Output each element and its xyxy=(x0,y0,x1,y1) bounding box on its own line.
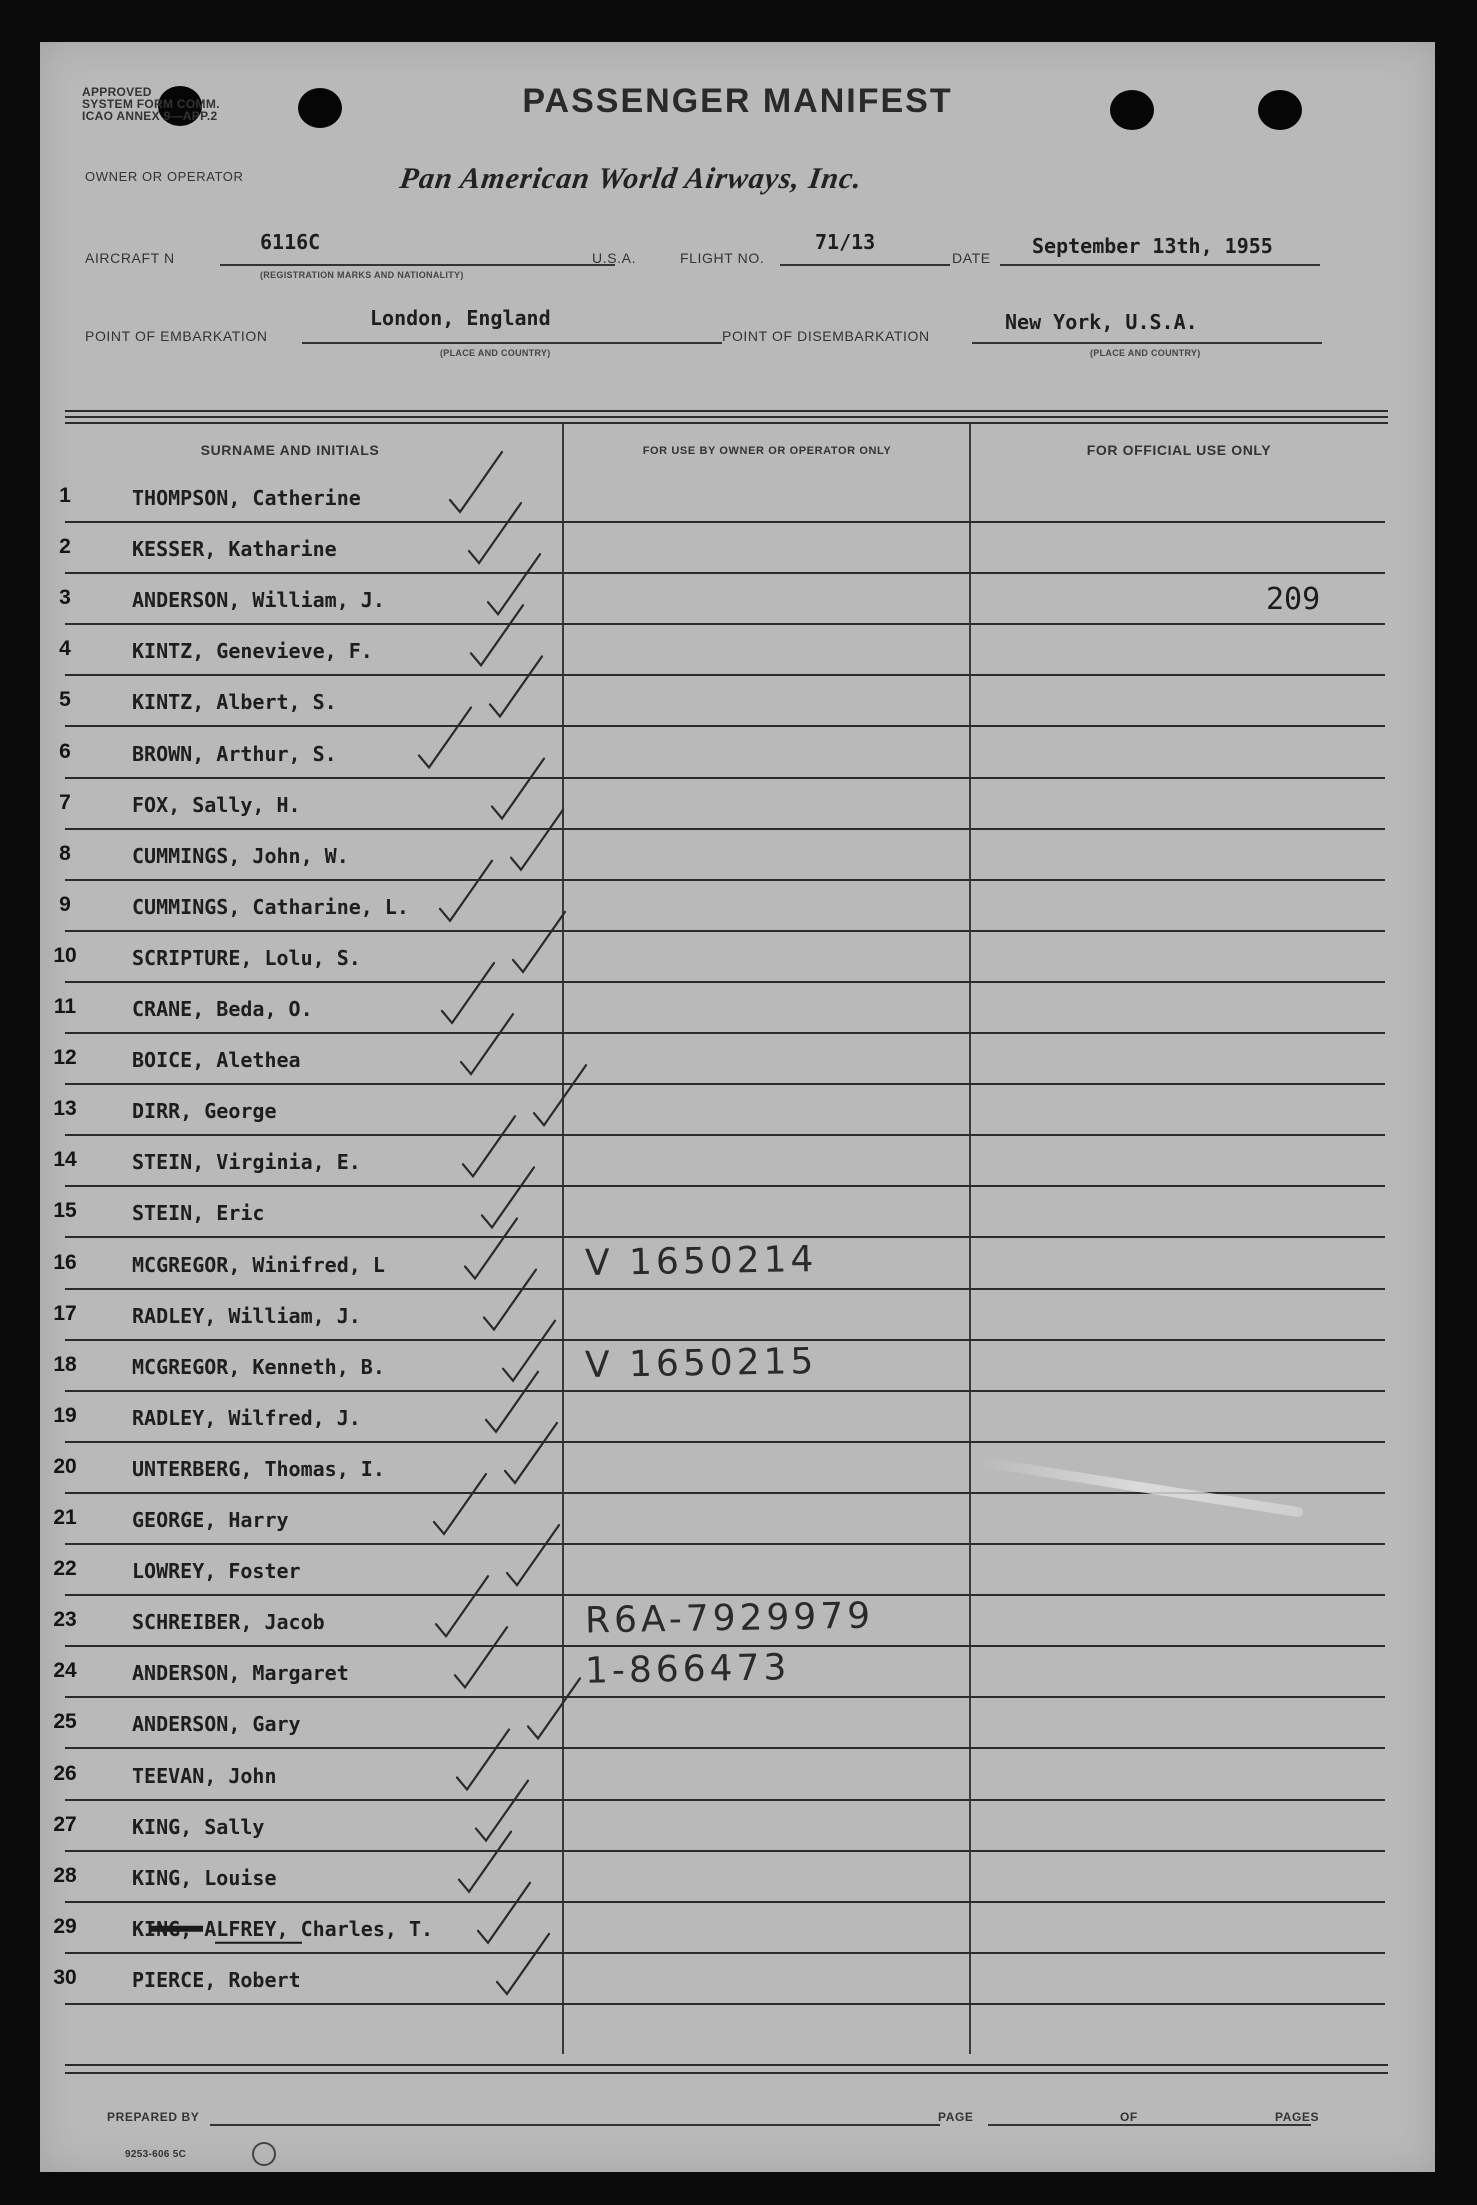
row-number: 18 xyxy=(53,1352,77,1376)
row-number: 27 xyxy=(53,1812,77,1836)
pages-label: PAGES xyxy=(1275,2110,1320,2124)
check-mark xyxy=(461,1014,513,1074)
prepared-by-label: PREPARED BY xyxy=(107,2110,200,2124)
check-mark xyxy=(490,656,542,716)
approval-text: APPROVED SYSTEM FORM COMM. ICAO ANNEX 9—APP.2 xyxy=(82,85,220,123)
passenger-name: KINTZ, Albert, S. xyxy=(132,690,337,715)
passenger-name: UNTERBERG, Thomas, I. xyxy=(132,1456,385,1481)
owner-note: V 1650214 xyxy=(584,1238,818,1284)
column-header-owner: FOR USE BY OWNER OR OPERATOR ONLY xyxy=(642,445,892,457)
aircraft-label: AIRCRAFT N xyxy=(85,250,175,266)
passenger-name: MCGREGOR, Kenneth, B. xyxy=(132,1354,385,1379)
row-number: 30 xyxy=(53,1965,77,1989)
check-mark xyxy=(450,452,502,512)
passenger-name: KING, Sally xyxy=(132,1814,265,1839)
check-mark xyxy=(463,1116,515,1176)
passenger-name: DIRR, George xyxy=(132,1099,277,1124)
row-number: 25 xyxy=(53,1710,77,1734)
check-mark xyxy=(507,1525,559,1585)
row-number: 2 xyxy=(59,535,71,559)
passenger-name: PIERCE, Robert xyxy=(132,1967,301,1992)
row-number: 4 xyxy=(59,637,71,661)
row-number: 21 xyxy=(53,1506,77,1529)
check-mark xyxy=(534,1065,586,1125)
check-mark xyxy=(478,1883,530,1943)
table-bottom-rule xyxy=(65,2072,1388,2074)
row-number: 8 xyxy=(59,841,71,865)
passenger-name: STEIN, Virginia, E. xyxy=(132,1150,361,1175)
passenger-name: RADLEY, Wilfred, J. xyxy=(132,1405,361,1430)
passenger-name: SCHREIBER, Jacob xyxy=(132,1610,325,1635)
check-mark xyxy=(513,912,565,972)
passenger-name: SCRIPTURE, Lolu, S. xyxy=(132,945,361,970)
usa-label: U.S.A. xyxy=(592,250,637,266)
aircraft-value: 6116C xyxy=(260,230,321,254)
row-number: 6 xyxy=(59,739,71,763)
of-label: OF xyxy=(1120,2110,1138,2124)
disembark-value: New York, U.S.A. xyxy=(1005,310,1198,334)
row-number: 11 xyxy=(53,995,77,1018)
passenger-name: STEIN, Eric xyxy=(132,1201,265,1226)
row-number: 10 xyxy=(53,943,77,967)
passenger-name: CUMMINGS, Catharine, L. xyxy=(132,894,409,919)
check-mark xyxy=(528,1678,580,1738)
row-number: 15 xyxy=(53,1199,77,1223)
row-number: 26 xyxy=(53,1761,77,1785)
flight-label: FLIGHT NO. xyxy=(680,250,765,266)
check-mark xyxy=(469,503,521,563)
row-number: 9 xyxy=(59,892,71,916)
passenger-name: BROWN, Arthur, S. xyxy=(132,741,337,766)
row-number: 5 xyxy=(59,688,71,712)
row-number: 29 xyxy=(53,1914,77,1938)
passenger-name: THOMPSON, Catherine xyxy=(132,486,361,510)
form-number: 9253-606 5C xyxy=(125,2149,187,2160)
passenger-name: FOX, Sally, H. xyxy=(132,792,301,817)
check-mark xyxy=(476,1781,528,1841)
row-number: 3 xyxy=(59,586,71,610)
check-mark xyxy=(442,963,494,1023)
table-bottom-rule xyxy=(65,2064,1388,2066)
passenger-name: KING, ALFREY, Charles, T. xyxy=(132,1916,434,1941)
check-mark xyxy=(497,1934,549,1994)
manifest-sheet xyxy=(40,42,1435,2172)
check-mark xyxy=(484,1270,536,1330)
page-underline xyxy=(988,2124,1148,2126)
row-number: 28 xyxy=(53,1863,77,1887)
row-number: 24 xyxy=(53,1659,77,1683)
check-mark xyxy=(457,1730,509,1790)
check-mark xyxy=(482,1167,534,1227)
passenger-name: MCGREGOR, Winifred, L xyxy=(132,1252,385,1277)
check-mark xyxy=(505,1423,557,1483)
passenger-name: KING, Louise xyxy=(132,1865,277,1890)
page-label: PAGE xyxy=(938,2110,974,2124)
check-mark xyxy=(492,759,544,819)
page-title: PASSENGER MANIFEST xyxy=(522,82,953,120)
airline-name: Pan American World Airways, Inc. xyxy=(397,162,865,195)
owner-note: R6A-7929979 xyxy=(584,1595,875,1642)
passenger-name: GEORGE, Harry xyxy=(132,1508,289,1532)
date-label: DATE xyxy=(952,250,991,266)
passenger-name: RADLEY, William, J. xyxy=(132,1303,361,1328)
passenger-name: KESSER, Katharine xyxy=(132,537,337,562)
flight-value: 71/13 xyxy=(815,230,876,254)
check-marks xyxy=(40,42,1435,2172)
row-number: 12 xyxy=(53,1046,77,1070)
row-number: 17 xyxy=(53,1301,77,1325)
union-bug-icon xyxy=(252,2142,276,2166)
owner-note: V 1650215 xyxy=(584,1340,818,1386)
row-number: 1 xyxy=(59,484,71,507)
aircraft-caption: (REGISTRATION MARKS AND NATIONALITY) xyxy=(260,270,464,280)
row-number: 23 xyxy=(53,1608,77,1632)
official-note: 209 xyxy=(1266,582,1321,618)
row-number: 14 xyxy=(53,1148,77,1172)
row-number: 19 xyxy=(53,1403,77,1427)
check-mark xyxy=(434,1474,486,1534)
embark-caption: (PLACE AND COUNTRY) xyxy=(440,348,551,358)
passenger-name: TEEVAN, John xyxy=(132,1763,277,1788)
date-value: September 13th, 1955 xyxy=(1032,234,1273,258)
row-number: 16 xyxy=(53,1250,77,1274)
passenger-name: CUMMINGS, John, W. xyxy=(132,843,349,868)
row-number: 20 xyxy=(53,1454,77,1478)
row-number: 22 xyxy=(53,1557,77,1581)
passenger-name: KINTZ, Genevieve, F. xyxy=(132,639,373,664)
of-underline xyxy=(1146,2124,1311,2126)
column-header-surname: SURNAME AND INITIALS xyxy=(200,442,380,458)
passenger-name: LOWREY, Foster xyxy=(132,1559,301,1584)
check-mark xyxy=(440,861,492,921)
prepared-by-underline xyxy=(210,2124,940,2126)
check-mark xyxy=(511,810,563,870)
disembark-caption: (PLACE AND COUNTRY) xyxy=(1090,348,1201,358)
passenger-name: ANDERSON, Gary xyxy=(132,1712,301,1737)
check-mark xyxy=(455,1627,507,1687)
check-mark xyxy=(436,1576,488,1636)
passenger-name: CRANE, Beda, O. xyxy=(132,997,313,1021)
check-mark xyxy=(503,1321,555,1381)
owner-note: 1-866473 xyxy=(584,1647,791,1693)
column-header-official: FOR OFFICIAL USE ONLY xyxy=(1086,442,1272,458)
embark-value: London, England xyxy=(370,306,551,330)
passenger-name: ANDERSON, Margaret xyxy=(132,1661,349,1686)
embark-label: POINT OF EMBARKATION xyxy=(85,328,268,344)
check-mark xyxy=(419,708,471,768)
row-number: 7 xyxy=(59,790,71,814)
passenger-name: BOICE, Alethea xyxy=(132,1048,301,1073)
passenger-name: ANDERSON, William, J. xyxy=(132,588,385,613)
disembark-label: POINT OF DISEMBARKATION xyxy=(722,328,930,344)
check-mark xyxy=(488,554,540,614)
owner-label: OWNER OR OPERATOR xyxy=(85,169,244,184)
row-number: 13 xyxy=(53,1097,77,1121)
